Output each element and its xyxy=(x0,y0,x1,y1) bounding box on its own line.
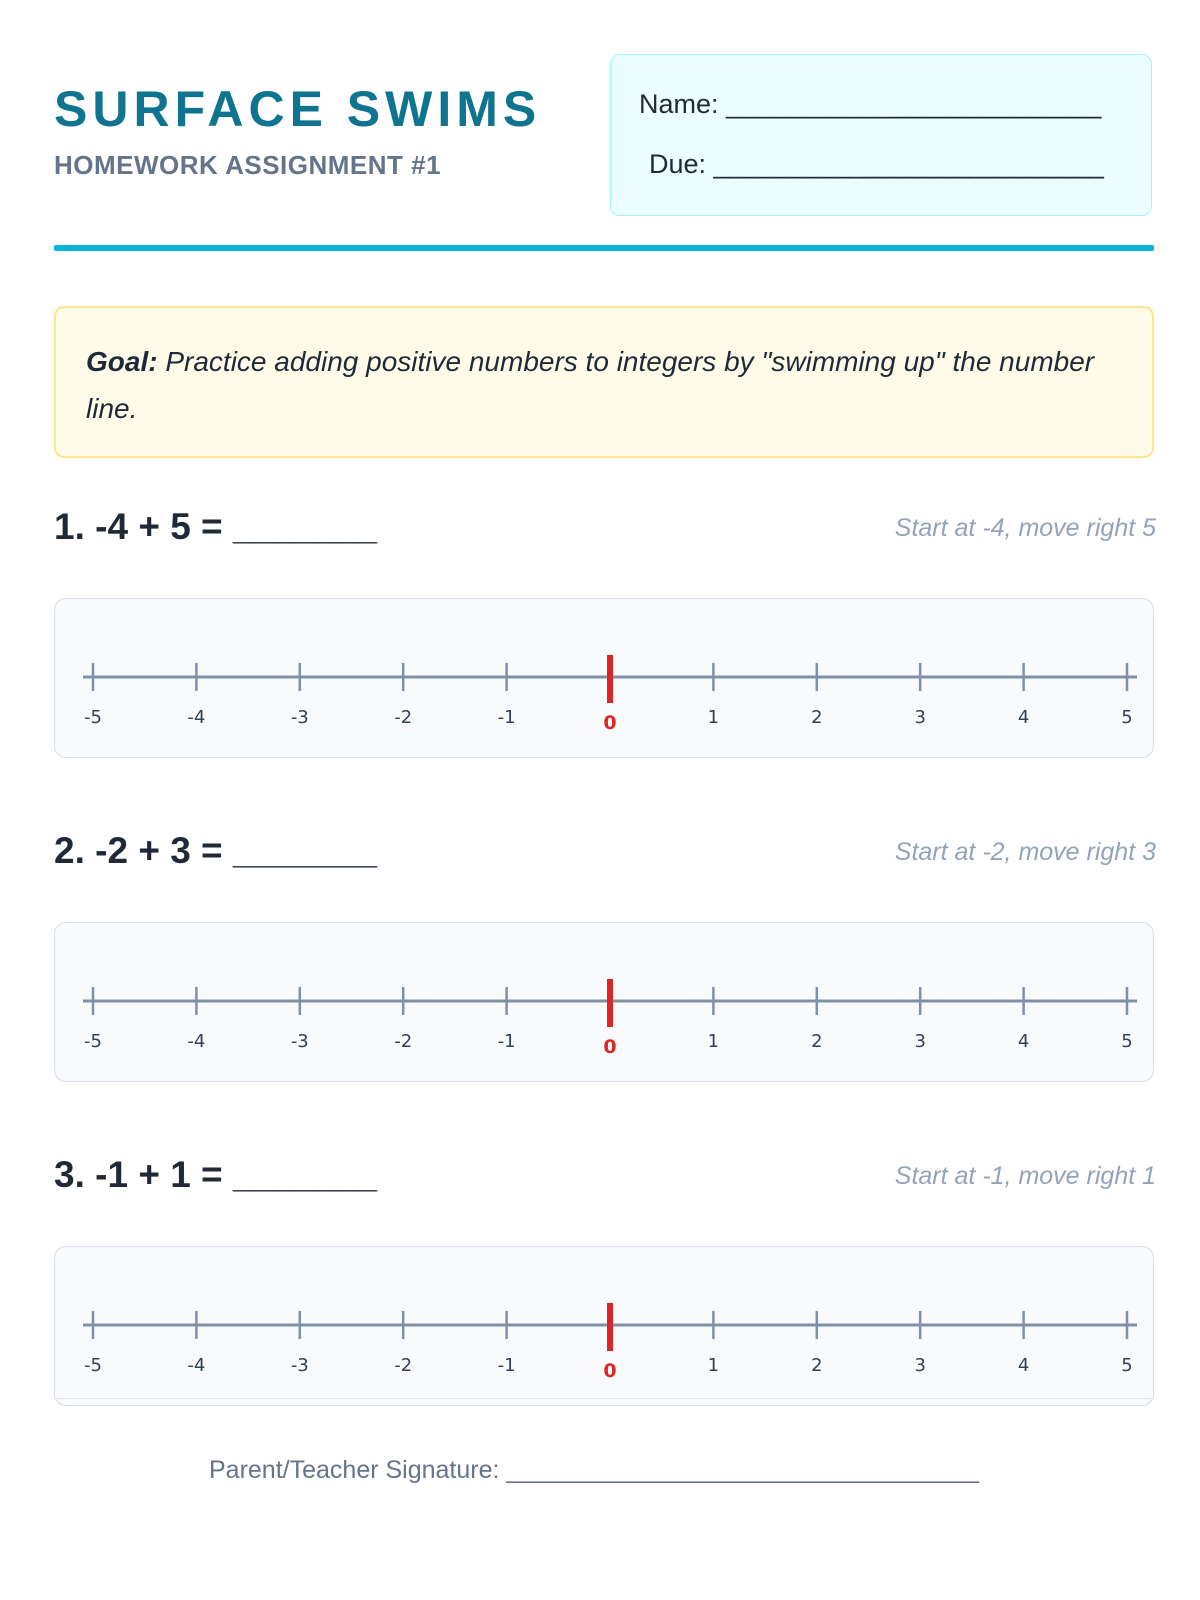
problem-3-equation[interactable]: 3. -1 + 1 = _______ xyxy=(54,1154,377,1195)
tick-label: 4 xyxy=(1017,707,1030,728)
tick-label: 0 xyxy=(603,1360,617,1382)
goal-text: Practice adding positive numbers to integers by "swimming up" the number line. xyxy=(86,346,1095,424)
tick-label: 4 xyxy=(1017,1355,1030,1376)
tick-label: 5 xyxy=(1121,1031,1133,1052)
name-field[interactable]: Name: _________________________ xyxy=(639,89,1102,119)
tick-label: 3 xyxy=(914,707,926,728)
tick-label: 3 xyxy=(914,1031,926,1052)
tick-label: -1 xyxy=(497,1031,516,1052)
tick-label: 1 xyxy=(707,1355,720,1376)
tick-label: -1 xyxy=(497,707,516,728)
tick-label: -5 xyxy=(84,1355,102,1376)
header-divider xyxy=(54,245,1154,251)
tick-label: 4 xyxy=(1017,1031,1030,1052)
due-field[interactable]: Due: __________________________ xyxy=(649,149,1104,179)
problem-2-header xyxy=(54,830,1154,880)
problem-2-number-line xyxy=(54,922,1154,1082)
worksheet-title: SURFACE SWIMS xyxy=(54,81,542,137)
worksheet-header xyxy=(54,54,1154,218)
problem-3-number-line xyxy=(54,1246,1154,1406)
number-line-svg xyxy=(55,923,1155,1083)
tick-label: -5 xyxy=(84,1031,102,1052)
tick-label: 5 xyxy=(1121,707,1133,728)
problem-1-equation[interactable]: 1. -4 + 5 = _______ xyxy=(54,506,377,547)
tick-label: -4 xyxy=(187,1031,206,1052)
problem-2-hint: Start at -2, move right 3 xyxy=(894,838,1156,866)
tick-label: 0 xyxy=(603,1036,617,1058)
tick-label: -4 xyxy=(187,1355,206,1376)
worksheet-page xyxy=(54,0,1154,1600)
problem-1-header xyxy=(54,506,1154,556)
tick-label: -3 xyxy=(290,707,309,728)
tick-label: 1 xyxy=(707,707,720,728)
tick-label: -4 xyxy=(187,707,206,728)
student-info-box xyxy=(610,54,1152,216)
tick-label: 1 xyxy=(707,1031,720,1052)
tick-label: 2 xyxy=(811,707,823,728)
tick-label: 2 xyxy=(811,1355,823,1376)
tick-label: 2 xyxy=(811,1031,823,1052)
number-line-svg xyxy=(55,599,1155,759)
signature-line[interactable]: Parent/Teacher Signature: __________________________________ xyxy=(209,1456,980,1484)
tick-label: -1 xyxy=(497,1355,516,1376)
footer-divider xyxy=(54,1398,1154,1399)
tick-label: -3 xyxy=(290,1355,309,1376)
problem-3-hint: Start at -1, move right 1 xyxy=(894,1162,1156,1190)
tick-label: -5 xyxy=(84,707,102,728)
problem-1-number-line xyxy=(54,598,1154,758)
tick-label: 3 xyxy=(914,1355,926,1376)
tick-label: 0 xyxy=(603,712,617,734)
tick-label: -2 xyxy=(394,707,413,728)
problem-2-equation[interactable]: 2. -2 + 3 = _______ xyxy=(54,830,377,871)
number-line-svg xyxy=(55,1247,1155,1407)
goal-label: Goal: xyxy=(86,346,158,377)
tick-label: -3 xyxy=(290,1031,309,1052)
tick-label: 5 xyxy=(1121,1355,1133,1376)
goal-box xyxy=(54,306,1154,458)
problem-3-header xyxy=(54,1154,1154,1204)
tick-label: -2 xyxy=(394,1355,413,1376)
tick-label: -2 xyxy=(394,1031,413,1052)
assignment-subtitle: HOMEWORK ASSIGNMENT #1 xyxy=(54,150,442,180)
problem-1-hint: Start at -4, move right 5 xyxy=(894,514,1156,542)
